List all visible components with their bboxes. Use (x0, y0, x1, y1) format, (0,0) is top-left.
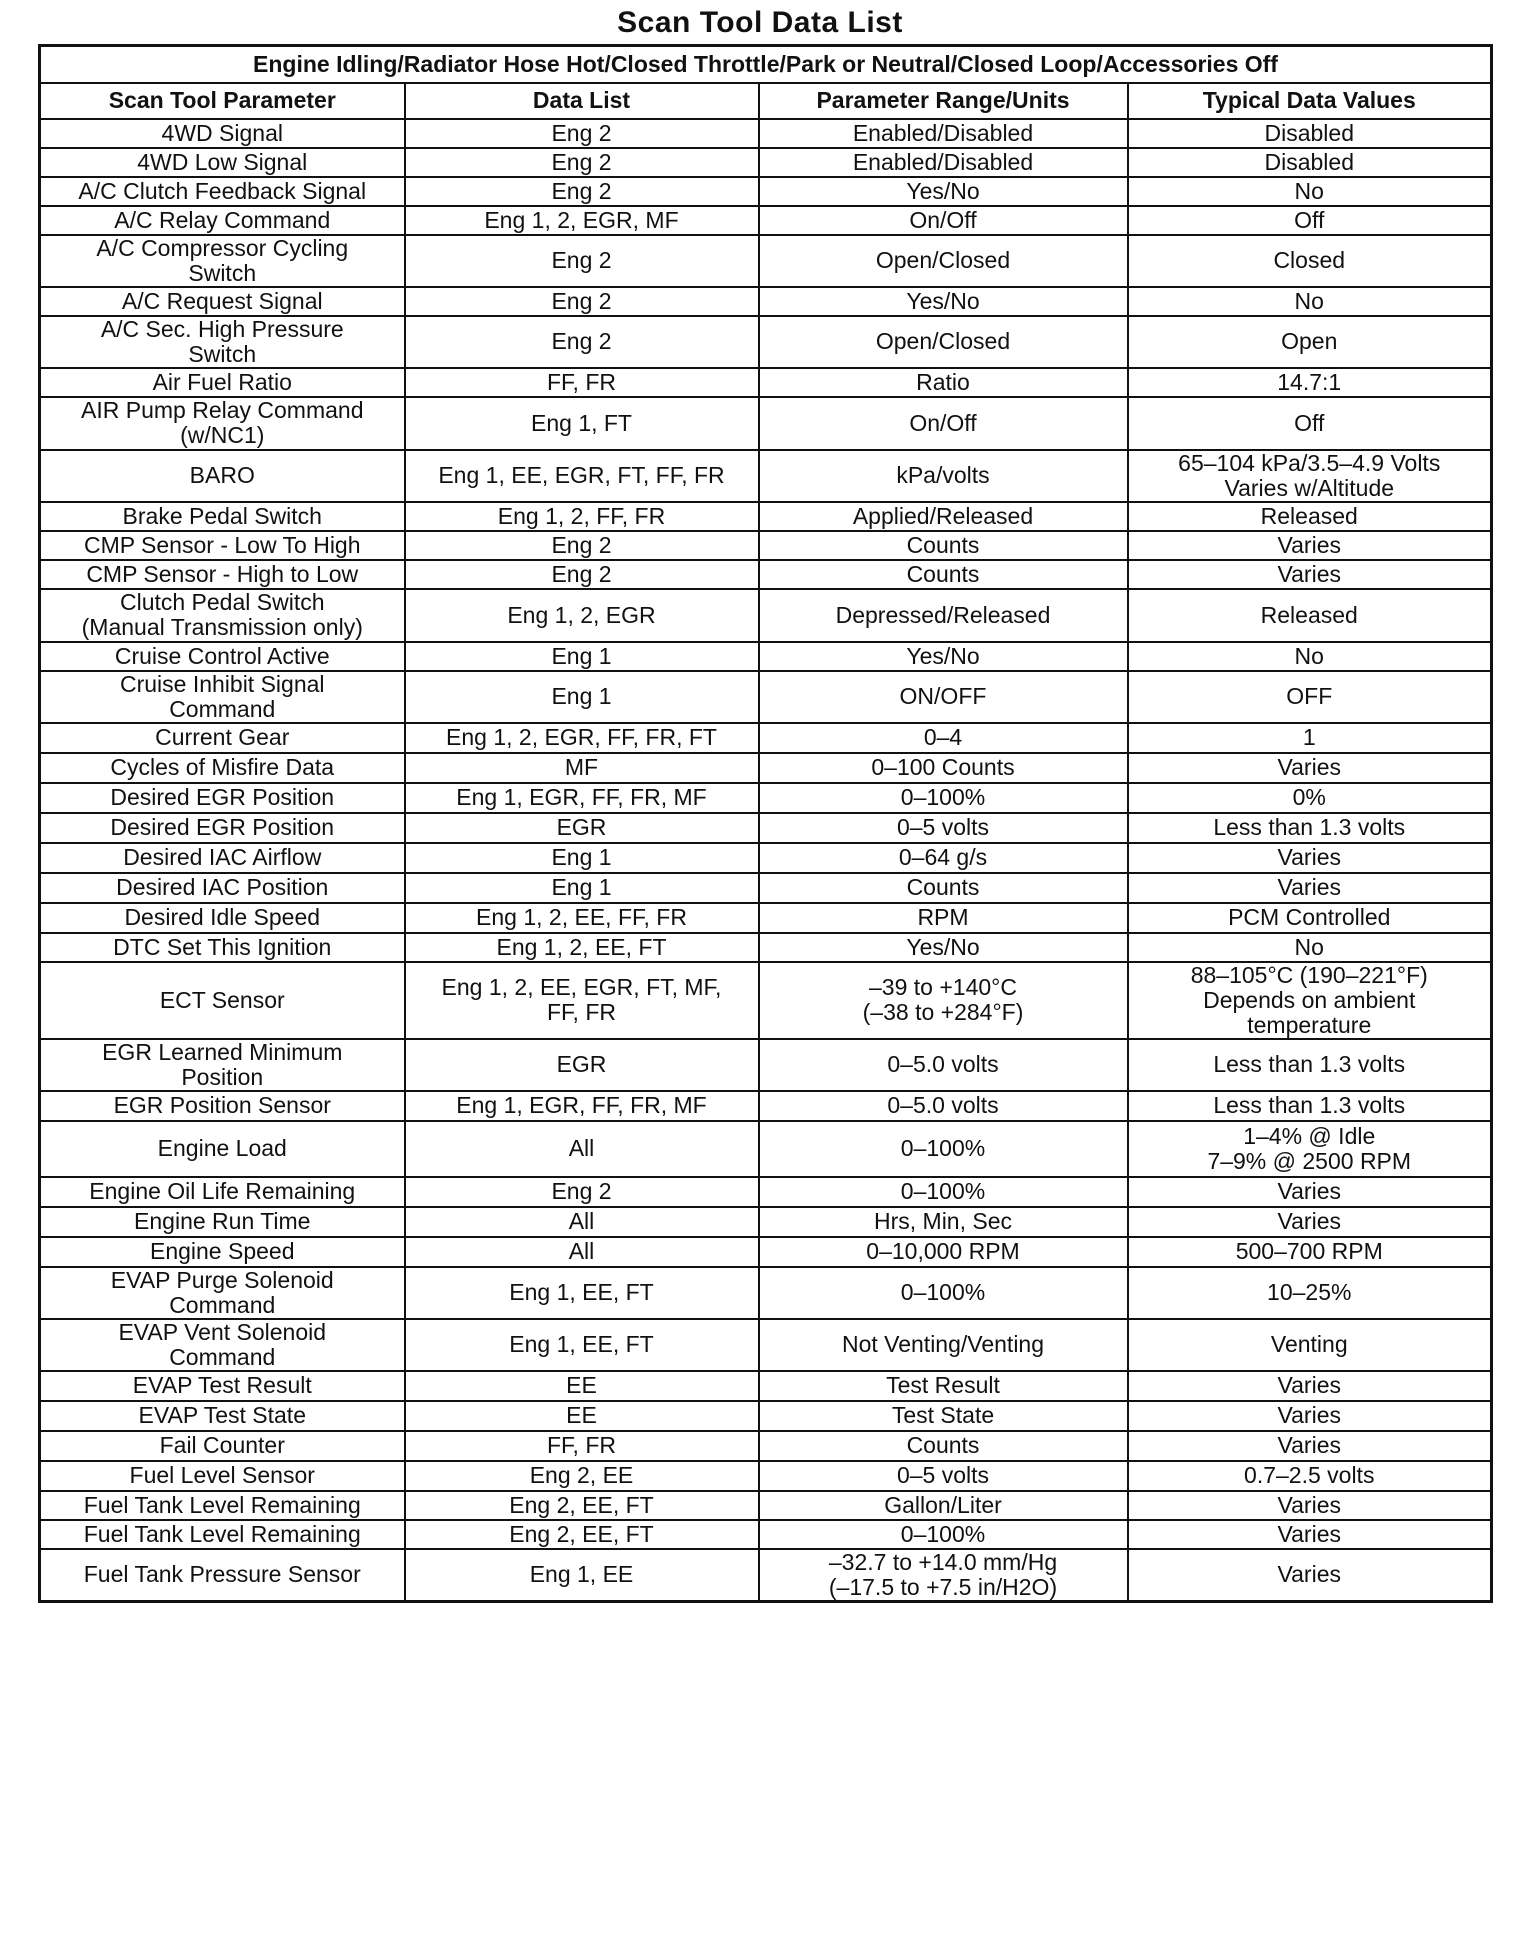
range-units-cell: 0–64 g/s (759, 843, 1128, 873)
range-units-cell: Applied/Released (759, 502, 1128, 531)
table-row (40, 873, 1492, 903)
typical-value-cell: Varies (1128, 1520, 1492, 1549)
table-row (40, 1267, 1492, 1319)
data-list-cell: Eng 1, EGR, FF, FR, MF (405, 1091, 759, 1121)
table-row (40, 1319, 1492, 1371)
data-list-cell: Eng 1, EE, FT (405, 1319, 759, 1371)
data-list-cell: Eng 1, EGR, FF, FR, MF (405, 783, 759, 813)
table-row (40, 1177, 1492, 1207)
data-list-cell: Eng 2 (405, 287, 759, 316)
typical-value-cell: Varies (1128, 1371, 1492, 1401)
range-units-cell: Open/Closed (759, 316, 1128, 368)
typical-value-cell: No (1128, 177, 1492, 206)
parameter-cell: Fuel Tank Pressure Sensor (40, 1549, 405, 1602)
parameter-cell: Current Gear (40, 723, 405, 753)
parameter-cell: EVAP Test Result (40, 1371, 405, 1401)
range-units-cell: –32.7 to +14.0 mm/Hg (–17.5 to +7.5 in/H2O) (759, 1549, 1128, 1602)
range-units-cell: RPM (759, 903, 1128, 933)
parameter-cell: Fail Counter (40, 1431, 405, 1461)
parameter-cell: Cruise Control Active (40, 642, 405, 671)
parameter-cell: Engine Load (40, 1121, 405, 1177)
data-list-cell: Eng 1, EE, FT (405, 1267, 759, 1319)
range-units-cell: Yes/No (759, 287, 1128, 316)
typical-value-cell: Varies (1128, 1431, 1492, 1461)
table-row (40, 316, 1492, 368)
typical-value-cell: Varies (1128, 753, 1492, 783)
typical-value-cell: Varies (1128, 1549, 1492, 1602)
typical-value-cell: 0.7–2.5 volts (1128, 1461, 1492, 1491)
range-units-cell: Enabled/Disabled (759, 148, 1128, 177)
range-units-cell: Yes/No (759, 933, 1128, 962)
parameter-cell: EGR Position Sensor (40, 1091, 405, 1121)
table-row (40, 933, 1492, 962)
typical-value-cell: No (1128, 642, 1492, 671)
table-row (40, 177, 1492, 206)
typical-value-cell: 14.7:1 (1128, 368, 1492, 397)
data-list-cell: MF (405, 753, 759, 783)
parameter-cell: Engine Speed (40, 1237, 405, 1267)
range-units-cell: –39 to +140°C (–38 to +284°F) (759, 962, 1128, 1039)
range-units-cell: Gallon/Liter (759, 1491, 1128, 1520)
table-row (40, 1549, 1492, 1602)
parameter-cell: Fuel Tank Level Remaining (40, 1491, 405, 1520)
range-units-cell: 0–100% (759, 1177, 1128, 1207)
table-row (40, 1401, 1492, 1431)
range-units-cell: Counts (759, 873, 1128, 903)
typical-value-cell: 1 (1128, 723, 1492, 753)
range-units-cell: Not Venting/Venting (759, 1319, 1128, 1371)
table-row (40, 1039, 1492, 1091)
table-row (40, 450, 1492, 502)
page-title: Scan Tool Data List (617, 6, 903, 39)
range-units-cell: ON/OFF (759, 671, 1128, 723)
range-units-cell: Enabled/Disabled (759, 119, 1128, 148)
range-units-cell: Hrs, Min, Sec (759, 1207, 1128, 1237)
range-units-cell: Open/Closed (759, 235, 1128, 287)
table-row (40, 119, 1492, 148)
parameter-cell: Brake Pedal Switch (40, 502, 405, 531)
range-units-cell: Counts (759, 1431, 1128, 1461)
range-units-cell: 0–5 volts (759, 1461, 1128, 1491)
data-list-cell: Eng 1 (405, 671, 759, 723)
data-list-cell: Eng 2 (405, 148, 759, 177)
parameter-cell: Cruise Inhibit Signal Command (40, 671, 405, 723)
table-row (40, 1121, 1492, 1177)
column-header-range-units: Parameter Range/Units (759, 83, 1128, 119)
table-row (40, 1237, 1492, 1267)
table-row (40, 368, 1492, 397)
parameter-cell: A/C Request Signal (40, 287, 405, 316)
table-body (40, 119, 1492, 1602)
typical-value-cell: Released (1128, 589, 1492, 642)
parameter-cell: 4WD Low Signal (40, 148, 405, 177)
data-list-cell: Eng 2, EE, FT (405, 1491, 759, 1520)
data-list-cell: EGR (405, 1039, 759, 1091)
parameter-cell: Engine Run Time (40, 1207, 405, 1237)
parameter-cell: Desired IAC Position (40, 873, 405, 903)
range-units-cell: 0–100% (759, 1121, 1128, 1177)
data-list-cell: Eng 2 (405, 560, 759, 589)
table-row (40, 287, 1492, 316)
parameter-cell: DTC Set This Ignition (40, 933, 405, 962)
range-units-cell: Test Result (759, 1371, 1128, 1401)
condition-header: Engine Idling/Radiator Hose Hot/Closed Throttle/Park or Neutral/Closed Loop/Accessories Off (40, 46, 1492, 83)
table-row (40, 589, 1492, 642)
range-units-cell: 0–5.0 volts (759, 1091, 1128, 1121)
typical-value-cell: Varies (1128, 1491, 1492, 1520)
table-row (40, 642, 1492, 671)
typical-value-cell: Varies (1128, 873, 1492, 903)
typical-value-cell: Varies (1128, 531, 1492, 560)
table-row (40, 148, 1492, 177)
typical-value-cell: 1–4% @ Idle 7–9% @ 2500 RPM (1128, 1121, 1492, 1177)
data-list-cell: Eng 2, EE (405, 1461, 759, 1491)
typical-value-cell: Off (1128, 206, 1492, 235)
table-row (40, 397, 1492, 450)
table-row (40, 1431, 1492, 1461)
data-list-cell: Eng 1, 2, EE, FT (405, 933, 759, 962)
parameter-cell: Cycles of Misfire Data (40, 753, 405, 783)
condition-row (40, 46, 1492, 83)
typical-value-cell: Closed (1128, 235, 1492, 287)
range-units-cell: 0–100 Counts (759, 753, 1128, 783)
table-row (40, 1461, 1492, 1491)
range-units-cell: 0–100% (759, 1267, 1128, 1319)
parameter-cell: Desired EGR Position (40, 783, 405, 813)
typical-value-cell: 500–700 RPM (1128, 1237, 1492, 1267)
typical-value-cell: 10–25% (1128, 1267, 1492, 1319)
parameter-cell: EVAP Purge Solenoid Command (40, 1267, 405, 1319)
table-row (40, 723, 1492, 753)
table-row (40, 1520, 1492, 1549)
table-row (40, 671, 1492, 723)
typical-value-cell: No (1128, 933, 1492, 962)
data-list-cell: Eng 1 (405, 873, 759, 903)
data-list-cell: Eng 1, EE, EGR, FT, FF, FR (405, 450, 759, 502)
data-list-cell: Eng 1, 2, EGR, FF, FR, FT (405, 723, 759, 753)
data-list-cell: Eng 2 (405, 119, 759, 148)
parameter-cell: Fuel Level Sensor (40, 1461, 405, 1491)
typical-value-cell: Disabled (1128, 119, 1492, 148)
data-list-cell: Eng 1 (405, 843, 759, 873)
parameter-cell: Desired EGR Position (40, 813, 405, 843)
column-header-parameter: Scan Tool Parameter (40, 83, 405, 119)
range-units-cell: Depressed/Released (759, 589, 1128, 642)
typical-value-cell: Venting (1128, 1319, 1492, 1371)
data-list-cell: FF, FR (405, 368, 759, 397)
parameter-cell: BARO (40, 450, 405, 502)
range-units-cell: 0–5.0 volts (759, 1039, 1128, 1091)
table-row (40, 560, 1492, 589)
data-list-cell: FF, FR (405, 1431, 759, 1461)
parameter-cell: Clutch Pedal Switch (Manual Transmission only) (40, 589, 405, 642)
data-list-cell: EGR (405, 813, 759, 843)
data-list-cell: Eng 2 (405, 177, 759, 206)
table-row (40, 206, 1492, 235)
data-list-cell: Eng 1, 2, EE, EGR, FT, MF, FF, FR (405, 962, 759, 1039)
parameter-cell: EVAP Vent Solenoid Command (40, 1319, 405, 1371)
range-units-cell: 0–10,000 RPM (759, 1237, 1128, 1267)
typical-value-cell: Less than 1.3 volts (1128, 1091, 1492, 1121)
data-list-cell: Eng 2 (405, 531, 759, 560)
table-row (40, 903, 1492, 933)
table-row (40, 531, 1492, 560)
parameter-cell: CMP Sensor - High to Low (40, 560, 405, 589)
range-units-cell: 0–4 (759, 723, 1128, 753)
table-row (40, 502, 1492, 531)
parameter-cell: Fuel Tank Level Remaining (40, 1520, 405, 1549)
data-list-cell: Eng 1, 2, EGR (405, 589, 759, 642)
data-list-cell: Eng 1, FT (405, 397, 759, 450)
data-list-cell: Eng 1, 2, FF, FR (405, 502, 759, 531)
range-units-cell: Counts (759, 531, 1128, 560)
range-units-cell: kPa/volts (759, 450, 1128, 502)
table-row (40, 753, 1492, 783)
range-units-cell: 0–100% (759, 783, 1128, 813)
typical-value-cell: Less than 1.3 volts (1128, 1039, 1492, 1091)
typical-value-cell: Varies (1128, 843, 1492, 873)
parameter-cell: Air Fuel Ratio (40, 368, 405, 397)
typical-value-cell: Released (1128, 502, 1492, 531)
table-row (40, 1207, 1492, 1237)
range-units-cell: Yes/No (759, 177, 1128, 206)
column-header-typical-values: Typical Data Values (1128, 83, 1492, 119)
typical-value-cell: 65–104 kPa/3.5–4.9 Volts Varies w/Altitude (1128, 450, 1492, 502)
typical-value-cell: Off (1128, 397, 1492, 450)
range-units-cell: Ratio (759, 368, 1128, 397)
range-units-cell: Counts (759, 560, 1128, 589)
data-list-cell: Eng 1, 2, EE, FF, FR (405, 903, 759, 933)
typical-value-cell: Varies (1128, 1207, 1492, 1237)
typical-value-cell: Varies (1128, 1401, 1492, 1431)
typical-value-cell: 88–105°C (190–221°F) Depends on ambient temperature (1128, 962, 1492, 1039)
table-row (40, 962, 1492, 1039)
typical-value-cell: Varies (1128, 560, 1492, 589)
parameter-cell: CMP Sensor - Low To High (40, 531, 405, 560)
data-list-cell: Eng 2, EE, FT (405, 1520, 759, 1549)
data-list-cell: Eng 2 (405, 1177, 759, 1207)
parameter-cell: Desired Idle Speed (40, 903, 405, 933)
data-list-cell: Eng 1, 2, EGR, MF (405, 206, 759, 235)
range-units-cell: Test State (759, 1401, 1128, 1431)
data-list-cell: All (405, 1237, 759, 1267)
table-row (40, 1371, 1492, 1401)
table-row (40, 1491, 1492, 1520)
parameter-cell: A/C Relay Command (40, 206, 405, 235)
range-units-cell: Yes/No (759, 642, 1128, 671)
data-list-cell: Eng 2 (405, 316, 759, 368)
column-header-row (40, 83, 1492, 119)
typical-value-cell: Varies (1128, 1177, 1492, 1207)
typical-value-cell: Disabled (1128, 148, 1492, 177)
range-units-cell: On/Off (759, 397, 1128, 450)
parameter-cell: ECT Sensor (40, 962, 405, 1039)
typical-value-cell: No (1128, 287, 1492, 316)
data-list-cell: All (405, 1207, 759, 1237)
data-list-cell: EE (405, 1371, 759, 1401)
typical-value-cell: 0% (1128, 783, 1492, 813)
column-header-data-list: Data List (405, 83, 759, 119)
parameter-cell: EGR Learned Minimum Position (40, 1039, 405, 1091)
parameter-cell: A/C Sec. High Pressure Switch (40, 316, 405, 368)
data-list-cell: EE (405, 1401, 759, 1431)
data-list-cell: Eng 2 (405, 235, 759, 287)
parameter-cell: A/C Clutch Feedback Signal (40, 177, 405, 206)
table-row (40, 813, 1492, 843)
range-units-cell: On/Off (759, 206, 1128, 235)
parameter-cell: EVAP Test State (40, 1401, 405, 1431)
data-list-cell: Eng 1 (405, 642, 759, 671)
table-row (40, 843, 1492, 873)
parameter-cell: Engine Oil Life Remaining (40, 1177, 405, 1207)
typical-value-cell: OFF (1128, 671, 1492, 723)
data-list-cell: Eng 1, EE (405, 1549, 759, 1602)
parameter-cell: Desired IAC Airflow (40, 843, 405, 873)
table-row (40, 235, 1492, 287)
parameter-cell: A/C Compressor Cycling Switch (40, 235, 405, 287)
typical-value-cell: PCM Controlled (1128, 903, 1492, 933)
parameter-cell: 4WD Signal (40, 119, 405, 148)
parameter-cell: AIR Pump Relay Command (w/NC1) (40, 397, 405, 450)
range-units-cell: 0–100% (759, 1520, 1128, 1549)
scan-tool-data-table (38, 44, 1493, 1603)
typical-value-cell: Less than 1.3 volts (1128, 813, 1492, 843)
range-units-cell: 0–5 volts (759, 813, 1128, 843)
typical-value-cell: Open (1128, 316, 1492, 368)
table-row (40, 1091, 1492, 1121)
data-list-cell: All (405, 1121, 759, 1177)
table-row (40, 783, 1492, 813)
